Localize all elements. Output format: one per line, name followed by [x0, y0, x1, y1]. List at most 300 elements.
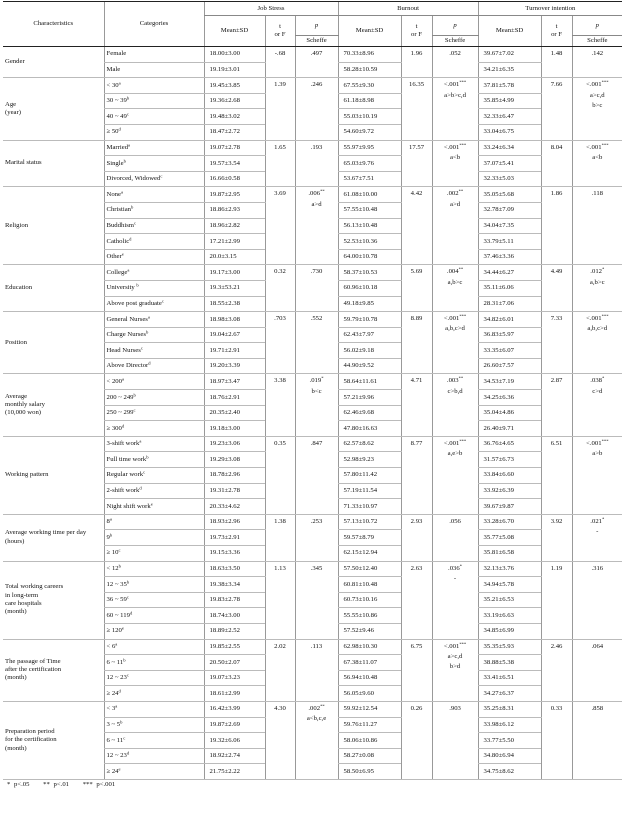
characteristic-text: Marital status [5, 159, 42, 167]
js-p-value [295, 312, 338, 374]
category-label [104, 436, 204, 452]
scheffe-result: a<b [592, 153, 603, 161]
bo-mean-sd: 55.97±9.95 [338, 140, 401, 156]
ti-mean-sd: 32.33±5.03 [478, 171, 541, 187]
category-text: 200 ~ 249 [106, 393, 134, 401]
category-label [104, 78, 204, 94]
significance-stars: *** [601, 79, 609, 85]
js-t-or-f-value: 3.69 [265, 187, 295, 265]
p-value-text: .903 [449, 704, 461, 712]
category-text: 250 ~ 299 [106, 409, 134, 417]
bo-mean-sd: 58.27±0.08 [338, 748, 401, 764]
ti-t-or-f-value: 3.92 [541, 514, 572, 561]
js-mean-sd: 18.76±2.91 [204, 390, 265, 406]
category-label [104, 733, 204, 749]
header-p: p [432, 16, 478, 36]
bo-p-value [432, 374, 478, 436]
category-text: Head Nurses [106, 346, 141, 354]
scheffe-result: c>d [592, 387, 603, 395]
p-value-text: .038 [590, 377, 602, 385]
category-label [104, 717, 204, 733]
ti-mean-sd: 34.80±6.94 [478, 748, 541, 764]
js-mean-sd: 19.73±2.91 [204, 530, 265, 546]
ti-mean-sd: 33.92±6.39 [478, 483, 541, 499]
table-row [3, 187, 622, 203]
bo-t-or-f-value: 2.93 [401, 514, 432, 561]
scheffe-result: a,b>c [589, 278, 605, 286]
category-label [104, 296, 204, 312]
category-label [104, 655, 204, 671]
ti-mean-sd: 34.21±6.35 [478, 62, 541, 78]
category-superscript: b [145, 329, 149, 335]
js-mean-sd: 18.63±3.50 [204, 561, 265, 577]
header-t: t [279, 23, 281, 31]
header-or-f: or F [411, 31, 423, 38]
table-row [3, 47, 622, 63]
category-label [104, 546, 204, 562]
bo-mean-sd: 60.81±10.48 [338, 577, 401, 593]
p-value-text: .012 [590, 268, 602, 276]
ti-mean-sd: 36.83±5.97 [478, 327, 541, 343]
bo-mean-sd: 59.57±8.79 [338, 530, 401, 546]
bo-mean-sd: 56.13±10.48 [338, 218, 401, 234]
bo-t-or-f-value: 6.75 [401, 639, 432, 701]
bo-p-value [432, 78, 478, 140]
category-text: Charge Nurses [106, 331, 146, 339]
category-superscript: d [129, 610, 133, 616]
characteristic-label [3, 265, 104, 312]
js-mean-sd: 19.36±2.68 [204, 93, 265, 109]
category-superscript: e [150, 501, 153, 507]
ti-mean-sd: 35.11±6.06 [478, 280, 541, 296]
bo-mean-sd: 70.33±8.96 [338, 47, 401, 63]
category-label [104, 109, 204, 125]
characteristic-label [3, 47, 104, 78]
category-label [104, 47, 204, 63]
bo-mean-sd: 64.00±10.78 [338, 249, 401, 265]
category-label [104, 62, 204, 78]
ti-mean-sd: 32.33±6.47 [478, 109, 541, 125]
header-p: p [295, 16, 338, 36]
characteristic-text: Position [5, 338, 27, 346]
p-value-text: <.001 [443, 143, 460, 151]
p-value-text: .858 [591, 704, 604, 712]
significance-stars: ** [458, 266, 464, 272]
ti-mean-sd: 37.07±5.41 [478, 156, 541, 172]
bo-mean-sd: 59.92±12.54 [338, 701, 401, 717]
category-superscript: e [118, 766, 121, 772]
bo-mean-sd: 57.50±12.40 [338, 561, 401, 577]
table-row [3, 78, 622, 94]
category-text: Above post graduate [106, 299, 162, 307]
category-label [104, 390, 204, 406]
p-value-text: .193 [310, 143, 323, 151]
js-t-or-f-value: 1.65 [265, 140, 295, 187]
ti-p-value [572, 701, 622, 779]
characteristic-label [3, 187, 104, 265]
ti-mean-sd: 34.75±8.62 [478, 764, 541, 780]
scheffe-result: a,b>c [447, 278, 463, 286]
category-text: Married [106, 144, 129, 151]
characteristic-text: Average working time per day (hours) [5, 529, 87, 545]
category-text: Other [106, 253, 122, 261]
ti-mean-sd: 28.31±7.06 [478, 296, 541, 312]
category-superscript: c [133, 407, 136, 413]
category-text: Single [106, 159, 124, 167]
significance-stars: *** [459, 438, 467, 444]
js-p-value [295, 436, 338, 514]
table-row [3, 561, 622, 577]
category-superscript: c [126, 672, 129, 678]
js-p-value [295, 265, 338, 312]
category-text: Divorced, Widowed [106, 175, 161, 183]
category-label [104, 280, 204, 296]
js-mean-sd: 19.83±2.78 [204, 592, 265, 608]
ti-t-or-f-value: 6.51 [541, 436, 572, 514]
ti-mean-sd: 34.94±5.78 [478, 577, 541, 593]
significance-stars: *** [459, 141, 467, 147]
ti-mean-sd: 35.04±4.86 [478, 405, 541, 421]
category-label [104, 639, 204, 655]
ti-mean-sd: 36.76±4.65 [478, 436, 541, 452]
category-text: Full time work [106, 455, 147, 463]
bo-mean-sd: 57.52±9.46 [338, 623, 401, 639]
js-p-value [295, 374, 338, 436]
characteristic-label [3, 140, 104, 187]
category-text: 3 ~ 5 [106, 720, 121, 728]
bo-mean-sd: 58.64±11.61 [338, 374, 401, 390]
category-superscript: d [118, 126, 121, 132]
ti-mean-sd: 37.46±3.36 [478, 249, 541, 265]
category-superscript: d [121, 423, 125, 429]
js-mean-sd: 19.15±3.36 [204, 546, 265, 562]
bo-t-or-f-value: 4.42 [401, 187, 432, 265]
significance-stars: *** [459, 313, 467, 319]
bo-mean-sd: 57.19±11.54 [338, 483, 401, 499]
header-burnout: Burnout [338, 2, 478, 16]
js-mean-sd: 19.19±3.01 [204, 62, 265, 78]
bo-t-or-f-value: 1.96 [401, 47, 432, 78]
js-p-value [295, 187, 338, 265]
category-text: 6 ~ 11 [106, 658, 124, 666]
category-text: < 3 [106, 705, 116, 713]
category-superscript: a [128, 142, 131, 148]
js-mean-sd: 16.42±3.99 [204, 701, 265, 717]
ti-mean-sd: 35.25±8.31 [478, 701, 541, 717]
bo-p-value [432, 265, 478, 312]
table-row [3, 140, 622, 156]
category-label [104, 483, 204, 499]
category-text: None [106, 190, 121, 198]
scheffe-result: a>d [449, 200, 461, 208]
significance-stars: *** [601, 313, 609, 319]
bo-mean-sd: 52.98±9.23 [338, 452, 401, 468]
significance-stars: ** [320, 188, 325, 194]
p-value-text: .246 [310, 81, 323, 89]
characteristic-text: Average monthly salary (10,000 won) [5, 392, 45, 417]
significance-stars: * [602, 375, 605, 381]
bo-mean-sd: 71.33±10.97 [338, 499, 401, 515]
footnote [3, 781, 622, 789]
category-superscript: b [118, 563, 121, 569]
p-value-text: .113 [310, 642, 323, 650]
characteristic-text: Preparation period for the certification (month) [5, 727, 57, 752]
scheffe-result: c>b,d [447, 387, 463, 395]
category-text: 60 ~ 119 [106, 611, 130, 619]
bo-mean-sd: 67.55±9.30 [338, 78, 401, 94]
category-superscript: d [148, 360, 151, 366]
ti-mean-sd: 34.04±7.35 [478, 218, 541, 234]
js-t-or-f-value: 1.13 [265, 561, 295, 639]
table-row [3, 312, 622, 328]
category-superscript: b [126, 95, 130, 101]
bo-mean-sd: 62.46±9.68 [338, 405, 401, 421]
bo-p-value [432, 140, 478, 187]
category-text: < 30 [106, 81, 119, 89]
header-mean-sd: Mean±SD [338, 16, 401, 47]
ti-p-value [572, 140, 622, 187]
bo-p-value [432, 639, 478, 701]
js-mean-sd: 18.47±2.72 [204, 124, 265, 140]
category-superscript: d [126, 750, 130, 756]
category-superscript: e [121, 251, 124, 257]
js-t-or-f-value: 3.38 [265, 374, 295, 436]
header-t: t [415, 23, 418, 31]
category-text: General Nurses [106, 315, 148, 323]
category-superscript: c [118, 547, 121, 553]
category-label [104, 312, 204, 328]
ti-t-or-f-value: 7.33 [541, 312, 572, 374]
scheffe-result: a,b,c>d [587, 325, 608, 333]
bo-mean-sd: 62.98±10.30 [338, 639, 401, 655]
category-superscript: b [123, 158, 126, 163]
category-superscript: c [160, 173, 163, 179]
ti-mean-sd: 26.60±7.57 [478, 358, 541, 374]
category-label [104, 764, 204, 780]
ti-mean-sd: 33.77±5.50 [478, 733, 541, 749]
bo-mean-sd: 57.13±10.72 [338, 514, 401, 530]
category-superscript: a [147, 313, 150, 319]
ti-mean-sd: 38.88±5.38 [478, 655, 541, 671]
js-mean-sd: 19.18±3.00 [204, 421, 265, 437]
category-label [104, 265, 204, 281]
ti-mean-sd: 33.84±6.60 [478, 468, 541, 484]
category-superscript: e [121, 625, 124, 631]
js-mean-sd: 16.66±0.58 [204, 171, 265, 187]
js-mean-sd: 19.04±2.67 [204, 327, 265, 343]
p-value-text: .056 [449, 517, 461, 525]
category-text: Buddhism [106, 221, 134, 229]
header-job-stress: Job Stress [204, 2, 338, 16]
characteristic-label [3, 312, 104, 374]
bo-t-or-f-value: 8.77 [401, 436, 432, 514]
header-categories: Categories [104, 2, 204, 47]
bo-mean-sd: 62.15±12.94 [338, 546, 401, 562]
js-mean-sd: 19.23±3.06 [204, 436, 265, 452]
scheffe-result: a>b>c,d [444, 91, 466, 99]
js-mean-sd: 18.93±2.96 [204, 514, 265, 530]
significance-stars: * [459, 563, 463, 568]
ti-p-value [572, 374, 622, 436]
category-label [104, 171, 204, 187]
ti-t-or-f-value: 1.19 [541, 561, 572, 639]
category-text: 12 ~ 23 [106, 674, 127, 682]
category-label [104, 93, 204, 109]
bo-mean-sd: 58.37±10.53 [338, 265, 401, 281]
scheffe-result: a>d [311, 200, 322, 208]
characteristics-table [3, 1, 622, 780]
category-text: ≥ 10 [106, 549, 119, 557]
category-superscript: b [120, 719, 123, 725]
category-text: 30 ~ 39 [106, 97, 127, 105]
p-value-text: .064 [591, 642, 604, 650]
characteristic-text: Total working careers in long-term care hospitals (month) [5, 583, 64, 616]
js-mean-sd: 19.20±3.39 [204, 358, 265, 374]
js-mean-sd: 19.45±3.85 [204, 78, 265, 94]
category-superscript: b [109, 532, 113, 538]
table-row [3, 436, 622, 452]
category-label [104, 452, 204, 468]
bo-mean-sd: 62.43±7.97 [338, 327, 401, 343]
header-or-f: or F [274, 31, 286, 38]
ti-mean-sd: 34.44±6.27 [478, 265, 541, 281]
category-text: 8 [106, 518, 110, 526]
category-superscript: b [146, 454, 149, 460]
js-mean-sd: 18.00±3.00 [204, 47, 265, 63]
category-superscript: c [134, 220, 137, 226]
js-mean-sd: 19.38±3.34 [204, 577, 265, 593]
ti-t-or-f-value: 0.33 [541, 701, 572, 779]
bo-mean-sd: 56.94±10.48 [338, 670, 401, 686]
category-superscript: b [123, 657, 126, 662]
js-mean-sd: 19.87±2.69 [204, 717, 265, 733]
bo-mean-sd: 56.02±9.18 [338, 343, 401, 359]
header-t-or-f [401, 16, 432, 47]
p-value-text: <.001 [586, 143, 602, 151]
category-text: ≥ 300 [106, 424, 122, 432]
category-label [104, 421, 204, 437]
category-superscript: b [126, 579, 130, 585]
scheffe-result: a>c,d b>d [447, 652, 463, 671]
js-mean-sd: 18.92±2.74 [204, 748, 265, 764]
p-value-text: <.001 [586, 81, 602, 89]
category-label [104, 218, 204, 234]
bo-t-or-f-value: 4.71 [401, 374, 432, 436]
table-row [3, 701, 622, 717]
p-value-text: .847 [310, 439, 323, 447]
category-text: Female [106, 50, 127, 58]
bo-mean-sd: 58.06±10.86 [338, 733, 401, 749]
js-t-or-f-value: 0.32 [265, 265, 295, 312]
p-value-text: .118 [591, 190, 604, 198]
ti-t-or-f-value: 1.86 [541, 187, 572, 265]
p-value-text: .036 [448, 564, 460, 572]
category-label [104, 561, 204, 577]
js-mean-sd: 18.98±3.08 [204, 312, 265, 328]
p-value-text: .253 [310, 517, 323, 525]
bo-mean-sd: 47.80±16.63 [338, 421, 401, 437]
p-value-text: .730 [310, 268, 323, 276]
ti-t-or-f-value: 2.87 [541, 374, 572, 436]
characteristic-text: Gender [5, 57, 25, 65]
js-mean-sd: 18.78±2.96 [204, 468, 265, 484]
category-text: Catholic [106, 237, 130, 245]
js-t-or-f-value: -.68 [265, 47, 295, 78]
characteristic-text: Age (year) [5, 100, 21, 116]
ti-t-or-f-value: 2.46 [541, 639, 572, 701]
characteristic-label [3, 78, 104, 140]
ti-mean-sd: 32.78±7.09 [478, 202, 541, 218]
bo-mean-sd: 57.80±11.42 [338, 468, 401, 484]
category-text: 40 ~ 49 [106, 112, 127, 120]
category-text: University [106, 284, 137, 292]
ti-mean-sd: 35.35±5.93 [478, 639, 541, 655]
header-mean-sd: Mean±SD [204, 16, 265, 47]
bo-mean-sd: 49.18±9.85 [338, 296, 401, 312]
characteristic-label [3, 639, 104, 701]
ti-mean-sd: 39.67±9.87 [478, 499, 541, 515]
category-label [104, 140, 204, 156]
characteristic-text: Working pattern [5, 471, 49, 479]
js-p-value [295, 78, 338, 140]
category-label [104, 577, 204, 593]
ti-t-or-f-value: 1.48 [541, 47, 572, 78]
characteristic-label [3, 374, 104, 436]
category-text: 12 ~ 23 [106, 752, 127, 760]
bo-mean-sd: 59.76±11.27 [338, 717, 401, 733]
table-header [3, 2, 622, 47]
ti-p-value [572, 47, 622, 78]
significance-stars: * [602, 516, 605, 522]
scheffe-result: a<b [449, 153, 461, 161]
p-value-text: .002 [446, 190, 459, 198]
category-superscript: a [121, 376, 125, 382]
table-row [3, 374, 622, 390]
bo-mean-sd: 54.60±9.72 [338, 124, 401, 140]
category-label [104, 670, 204, 686]
js-mean-sd: 19.17±3.00 [204, 265, 265, 281]
bo-mean-sd: 53.67±7.51 [338, 171, 401, 187]
significance-stars: * [602, 266, 605, 272]
category-text: Male [106, 66, 121, 74]
category-superscript: a [127, 267, 130, 273]
category-text: Regular work [106, 471, 144, 479]
p-value-text: .052 [449, 50, 461, 57]
header-t-or-f [265, 16, 295, 47]
footnote-p05: * p<.05 [7, 780, 30, 788]
category-label [104, 499, 204, 515]
js-mean-sd: 18.55±2.38 [204, 296, 265, 312]
category-superscript: a [115, 703, 118, 709]
header-scheffe: Scheffe [432, 36, 478, 47]
category-superscript: c [140, 345, 143, 351]
category-text: Night shift work [106, 502, 151, 510]
ti-mean-sd: 26.40±9.71 [478, 421, 541, 437]
bo-p-value [432, 312, 478, 374]
category-text: ≥ 50 [106, 128, 119, 136]
bo-mean-sd: 67.38±11.07 [338, 655, 401, 671]
characteristic-label [3, 514, 104, 561]
category-superscript: a [109, 516, 112, 522]
js-mean-sd: 19.57±3.54 [204, 156, 265, 172]
significance-stars: *** [601, 141, 609, 147]
ti-mean-sd: 32.13±3.76 [478, 561, 541, 577]
js-mean-sd: 19.48±3.02 [204, 109, 265, 125]
js-mean-sd: 18.89±2.52 [204, 623, 265, 639]
ti-p-value [572, 78, 622, 140]
bo-p-value [432, 47, 478, 78]
ti-mean-sd: 37.81±5.78 [478, 78, 541, 94]
